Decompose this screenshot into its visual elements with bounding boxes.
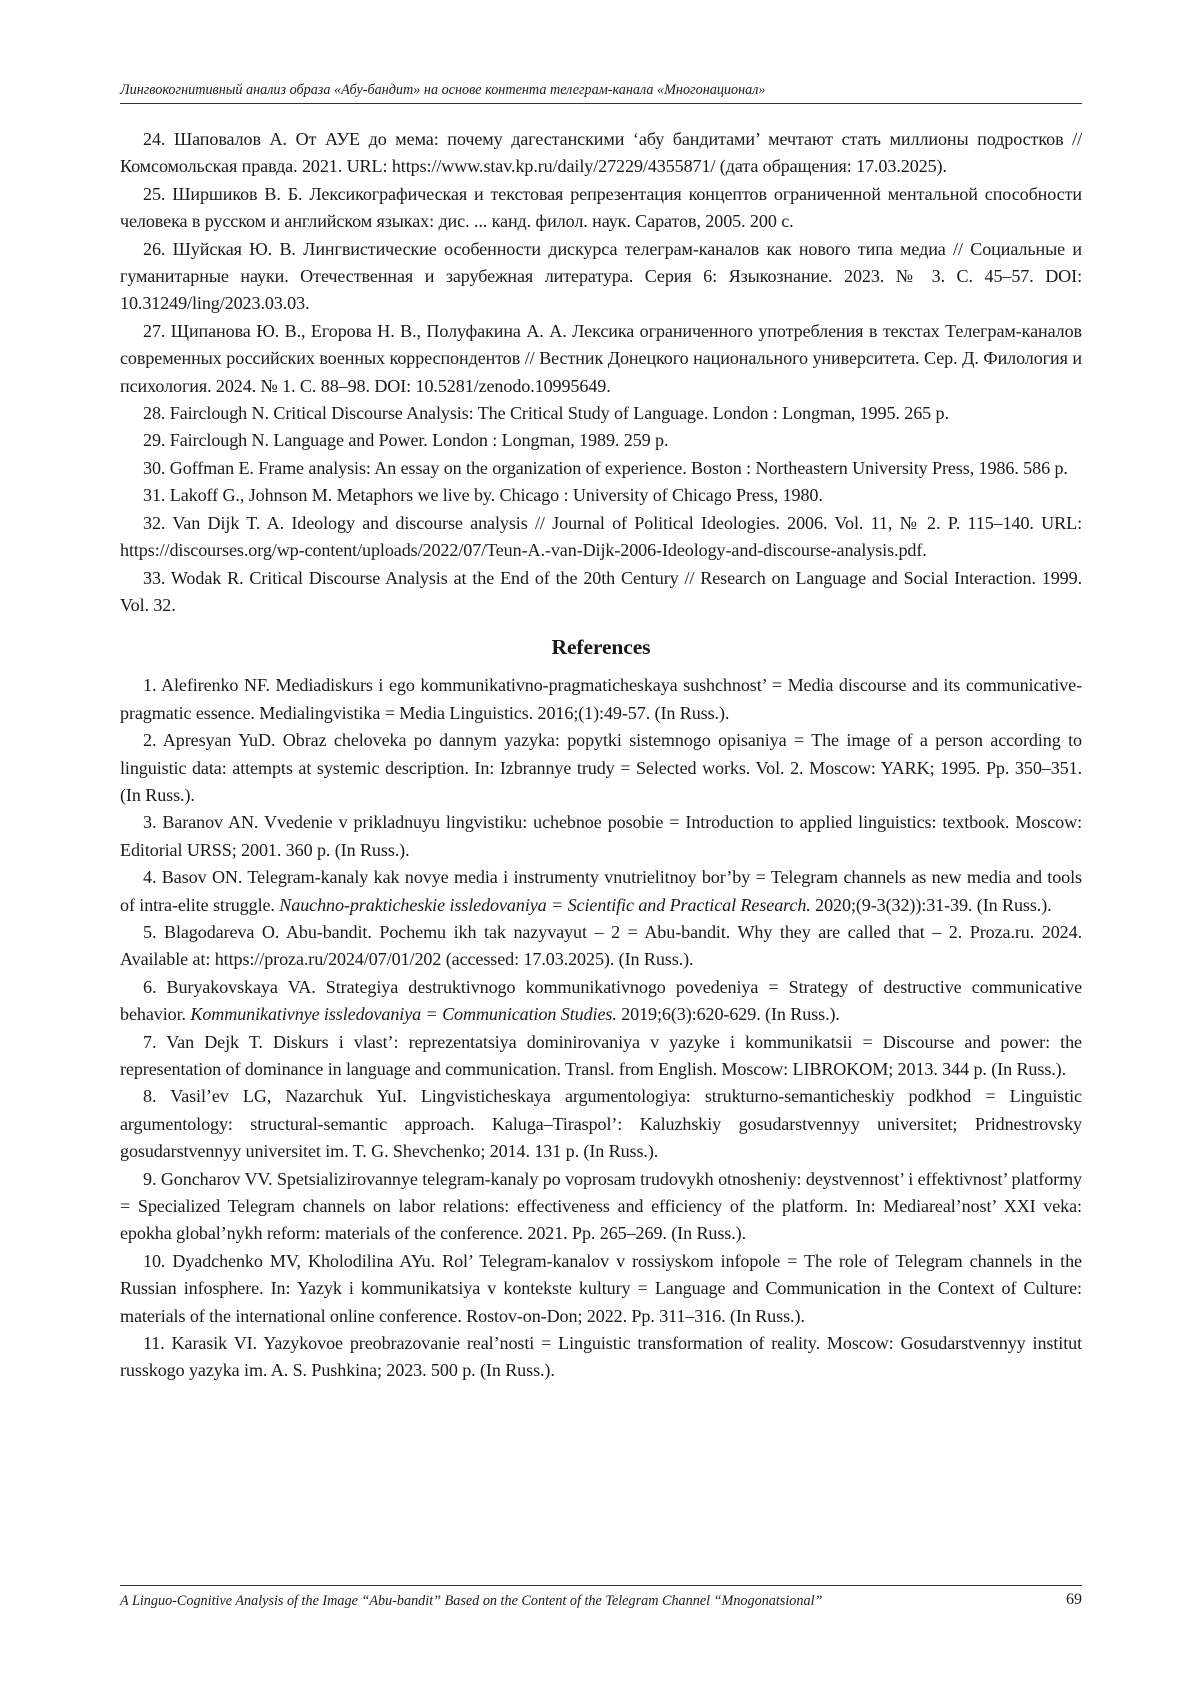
reference-entry-11: 11. Karasik VI. Yazykovoe preobrazovanie real’nosti = Linguistic transformation of reality. Moscow: Gosudarstvennyy institut russkogo yazyka im. A. S. Pushkina; 2023. 500 p. (In Russ.). <box>120 1333 1082 1381</box>
bibliography-entry-31: 31. Lakoff G., Johnson M. Metaphors we live by. Chicago : University of Chicago Press, 1980. <box>143 485 823 506</box>
running-header: Лингвокогнитивный анализ образа «Абу-бандит» на основе контента телеграм-канала «Многонационал» <box>120 82 766 98</box>
bibliography-entry-26: 26. Шуйская Ю. В. Лингвистические особенности дискурса телеграм-каналов как нового типа медиа // Социальные и гуманитарные науки. Отечественная и зарубежная литература. Серия 6: Языкознание. 2023. № 3. С. 45–57. DOI: 10.31249/ling/2023.03.03. <box>120 238 1082 314</box>
reference-entry-9: 9. Goncharov VV. Spetsializirovannye telegram-kanaly po voprosam trudovykh otnosheniy: deystvennost’ i effektivnost’ platformy = Specialized Telegram channels on labor relations: effectiveness and efficiency of the platform. In: Mediareal’nost’ XXI veka: epokha global’nykh reform: materials of the conference. 2021. Pp. 265–269. (In Russ.). <box>120 1168 1082 1244</box>
reference-entry-3: 3. Baranov AN. Vvedenie v prikladnuyu lingvistiku: uchebnoe posobie = Introduction to applied linguistics: textbook. Moscow: Editorial URSS; 2001. 360 p. (In Russ.). <box>120 812 1082 860</box>
bibliography-entry-32: 32. Van Dijk T. A. Ideology and discourse analysis // Journal of Political Ideologies. 2006. Vol. 11, № 2. P. 115–140. URL: https://discourses.org/wp-content/uploads/2022/07/Teun-A.-van-Dijk-2006-Ideology-and-discourse-analysis.pdf. <box>120 512 1082 561</box>
running-footer: A Linguo-Cognitive Analysis of the Image “Abu-bandit” Based on the Content of the Telegram Channel “Mnogonatsional” <box>120 1593 823 1609</box>
bibliography-entry-33: 33. Wodak R. Critical Discourse Analysis at the End of the 20th Century // Research on Language and Social Interaction. 1999. Vol. 32. <box>120 567 1082 615</box>
references-heading: References <box>551 635 651 660</box>
reference-entry-5: 5. Blagodareva O. Abu-bandit. Pochemu ikh tak nazyvayut – 2 = Abu-bandit. Why they are called that – 2. Proza.ru. 2024. Available at: https://proza.ru/2024/07/01/202 (accessed: 17.03.2025). (In Russ.). <box>120 921 1082 970</box>
reference-entry-7: 7. Van Dejk T. Diskurs i vlast’: reprezentatsiya dominirovaniya v yazyke i kommunikatsii = Discourse and power: the representation of dominance in language and communication. Transl. from English. Moscow: LIBROKOM; 2013. 344 p. (In Russ.). <box>120 1031 1082 1079</box>
reference-entry-6: 6. Buryakovskaya VA. Strategiya destruktivnogo kommunikativnogo povedeniya = Strategy of destructive communicative behavior. Kommunikativnye issledovaniya = Communication Studies. 2019;6(3):620-629. (In Russ.). <box>120 976 1082 1025</box>
reference-entry-10: 10. Dyadchenko MV, Kholodilina AYu. Rol’ Telegram-kanalov v rossiyskom infopole = The role of Telegram channels in the Russian infosphere. In: Yazyk i kommunikatsiya v kontekste kultury = Language and Communication in the Context of Culture: materials of the international online conference. Rostov-on-Don; 2022. Pp. 311–316. (In Russ.). <box>120 1250 1082 1326</box>
reference-entry-4: 4. Basov ON. Telegram-kanaly kak novye media i instrumenty vnutrielitnoy bor’by = Telegram channels as new media and tools of intra-elite struggle. Nauchno-prakticheskie issledovaniya = Scientific and Practical Research. 2020;(9-3(32)):31-39. (In Russ.). <box>120 867 1082 915</box>
page-number: 69 <box>1066 1591 1082 1608</box>
reference-entry-1: 1. Alefirenko NF. Mediadiskurs i ego kommunikativno-pragmaticheskaya sushchnost’ = Media discourse and its communicative-pragmatic essence. Medialingvistika = Media Linguistics. 2016;(1):49-57. (In Russ.). <box>120 675 1082 723</box>
footer-divider <box>120 1585 1082 1586</box>
bibliography-entry-29: 29. Fairclough N. Language and Power. London : Longman, 1989. 259 p. <box>143 430 669 451</box>
header-divider <box>120 103 1082 104</box>
bibliography-entry-25: 25. Ширшиков В. Б. Лексикографическая и текстовая репрезентация концептов ограниченной ментальной способности человека в русском и английском языках: дис. ... канд. филол. наук. Саратов, 2005. 200 с. <box>120 183 1082 232</box>
reference-entry-8: 8. Vasil’ev LG, Nazarchuk YuI. Lingvisticheskaya argumentologiya: strukturno-semanticheskiy podkhod = Linguistic argumentology: structural-semantic approach. Kaluga–Tiraspol’: Kaluzhskiy gosudarstvennyy universitet; Pridnestrovsky gosudarstvennyy universitet im. T. G. Shevchenko; 2014. 131 p. (In Russ.). <box>120 1086 1082 1162</box>
bibliography-entry-27: 27. Щипанова Ю. В., Егорова Н. В., Полуфакина А. А. Лексика ограниченного употребления в текстах Телеграм-каналов современных российских военных корреспондентов // Вестник Донецкого национального университета. Сер. Д. Филология и психология. 2024. № 1. С. 88–98. DOI: 10.5281/zenodo.10995649. <box>120 320 1082 396</box>
bibliography-entry-28: 28. Fairclough N. Critical Discourse Analysis: The Critical Study of Language. London : Longman, 1995. 265 p. <box>143 403 949 424</box>
bibliography-entry-30: 30. Goffman E. Frame analysis: An essay on the organization of experience. Boston : Northeastern University Press, 1986. 586 p. <box>143 457 1068 478</box>
bibliography-entry-24: 24. Шаповалов А. От АУЕ до мема: почему дагестанскими ‘абу бандитами’ мечтают стать миллионы подростков // Комсомольская правда. 2021. URL: https://www.stav.kp.ru/daily/27229/4355871/ (дата обращения: 17.03.2025). <box>120 129 1082 177</box>
reference-entry-2: 2. Apresyan YuD. Obraz cheloveka po dannym yazyka: popytki sistemnogo opisaniya = The image of a person according to linguistic data: attempts at systemic description. In: Izbrannye trudy = Selected works. Vol. 2. Moscow: YARK; 1995. Pp. 350–351. (In Russ.). <box>120 730 1082 805</box>
page-content <box>120 126 1082 1385</box>
